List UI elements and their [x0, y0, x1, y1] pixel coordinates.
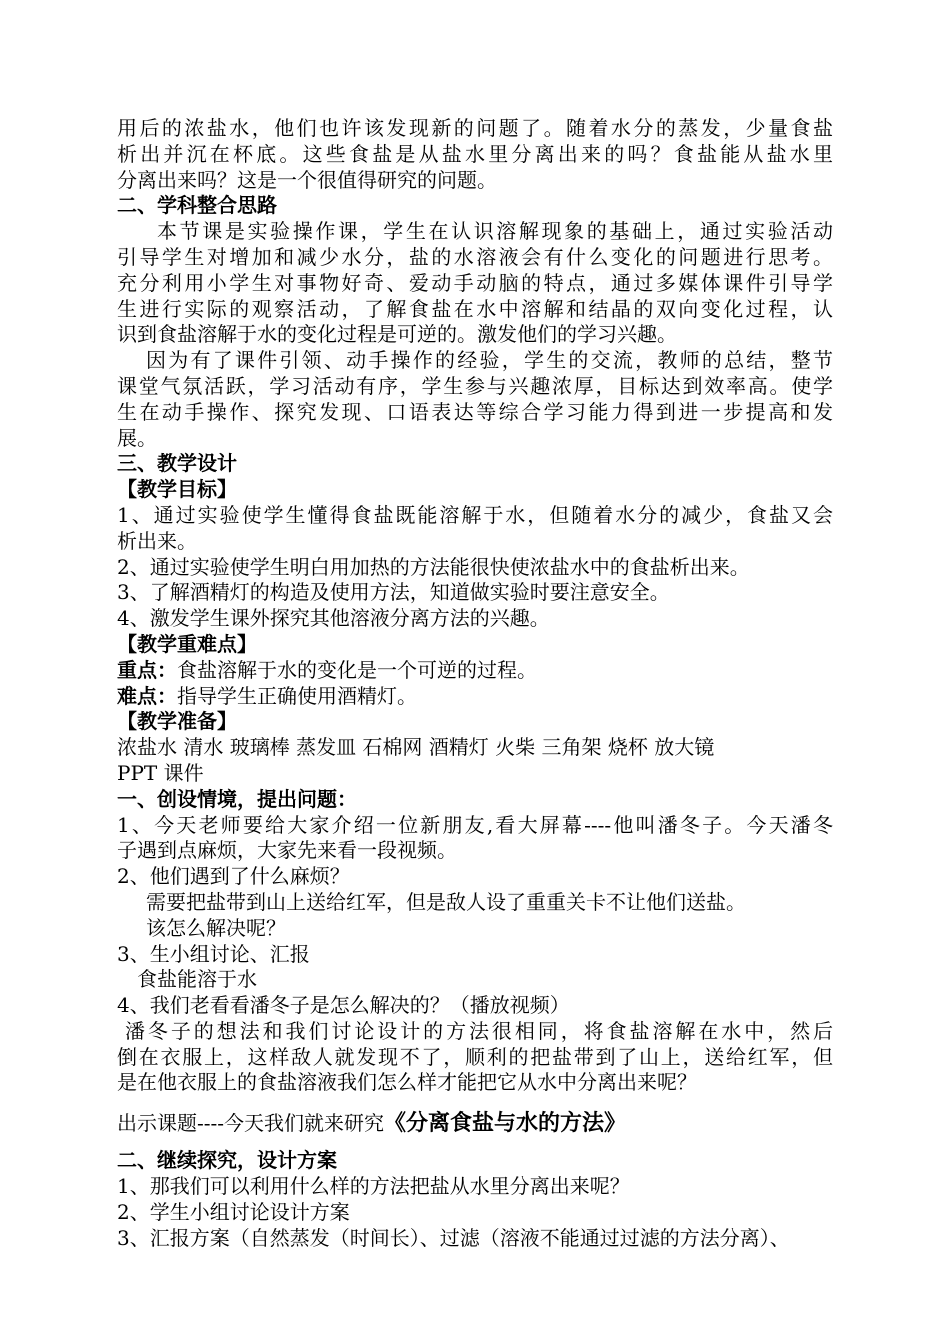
intro-line: 分离出来吗？这是一个很值得研究的问题。	[117, 167, 497, 192]
key-point-text: 食盐溶解于水的变化是一个可逆的过程。	[177, 657, 537, 682]
step-heading: 二、继续探究，设计方案	[117, 1148, 337, 1173]
key-point-label: 重点：	[117, 657, 177, 682]
step-item: 3、汇报方案（自然蒸发（时间长）、过滤（溶液不能通过过滤的方法分离）、	[117, 1225, 790, 1250]
paragraph-line: 生进行实际的观察活动，了解食盐在水中溶解和结晶的双向变化过程，认	[117, 296, 833, 321]
subsection-heading: 【教学目标】	[117, 477, 237, 502]
materials-list: 浓盐水 清水 玻璃棒 蒸发皿 石棉网 酒精灯 火柴 三角架 烧杯 放大镜	[117, 735, 715, 760]
paragraph-line: 本节课是实验操作课，学生在认识溶解现象的基础上，通过实验活动	[157, 219, 833, 244]
paragraph-line: 因为有了课件引领、动手操作的经验，学生的交流，教师的总结，整节	[146, 348, 833, 373]
goal-item: 1、通过实验使学生懂得食盐既能溶解于水，但随着水分的减少，食盐又会	[117, 502, 833, 527]
step-answer: 需要把盐带到山上送给红军，但是敌人设了重重关卡不让他们送盐。	[146, 889, 746, 914]
document-page	[117, 116, 833, 1251]
goal-item: 3、了解酒精灯的构造及使用方法，知道做实验时要注意安全。	[117, 580, 670, 605]
difficult-point	[117, 684, 833, 710]
goal-item: 析出来。	[117, 528, 197, 553]
section-heading: 二、学科整合思路	[117, 193, 277, 218]
paragraph-line: 课堂气氛活跃，学习活动有序，学生参与兴趣浓厚，目标达到效率高。使学	[117, 373, 833, 398]
paragraph-line: 引导学生对增加和减少水分，盐的水溶液会有什么变化的问题进行思考。	[117, 244, 833, 269]
step-heading: 一、创设情境，提出问题：	[117, 786, 357, 811]
difficult-point-label: 难点：	[117, 683, 177, 708]
key-point	[117, 658, 833, 684]
topic-title: 《分离食盐与水的方法》	[384, 1110, 627, 1137]
step-item: 1、今天老师要给大家介绍一位新朋友,看大屏幕----他叫潘冬子。今天潘冬	[117, 812, 833, 837]
paragraph-line: 潘冬子的想法和我们讨论设计的方法很相同，将食盐溶解在水中，然后	[125, 1018, 833, 1043]
topic-prefix: 出示课题----今天我们就来研究	[117, 1111, 385, 1136]
difficult-point-text: 指导学生正确使用酒精灯。	[177, 683, 417, 708]
subsection-heading: 【教学准备】	[117, 709, 237, 734]
goal-item: 4、激发学生课外探究其他溶液分离方法的兴趣。	[117, 606, 550, 631]
lesson-topic	[117, 1106, 833, 1144]
section-heading: 三、教学设计	[117, 451, 237, 476]
paragraph-line: 倒在衣服上，这样敌人就发现不了，顺利的把盐带到了山上，送给红军，但	[117, 1044, 833, 1069]
step-item: 4、我们老看看潘冬子是怎么解决的？（播放视频）	[117, 993, 570, 1018]
paragraph-line: 生在动手操作、探究发现、口语表达等综合学习能力得到进一步提高和发	[117, 399, 833, 424]
paragraph-line: 是在他衣服上的食盐溶液我们怎么样才能把它从水中分离出来呢？	[117, 1070, 697, 1095]
step-item: 1、那我们可以利用什么样的方法把盐从水里分离出来呢？	[117, 1174, 630, 1199]
step-item: 子遇到点麻烦，大家先来看一段视频。	[117, 838, 457, 863]
step-item: 3、生小组讨论、汇报	[117, 941, 310, 966]
intro-line: 用后的浓盐水，他们也许该发现新的问题了。随着水分的蒸发，少量食盐	[117, 116, 833, 140]
paragraph-line: 充分利用小学生对事物好奇、爱动手动脑的特点，通过多媒体课件引导学	[117, 270, 833, 295]
paragraph-line: 展。	[117, 425, 157, 450]
subsection-heading: 【教学重难点】	[117, 631, 257, 656]
intro-line: 析出并沉在杯底。这些食盐是从盐水里分离出来的吗？食盐能从盐水里	[117, 141, 833, 166]
step-answer: 食盐能溶于水	[137, 967, 257, 992]
paragraph-line: 识到食盐溶解于水的变化过程是可逆的。激发他们的学习兴趣。	[117, 322, 677, 347]
step-answer: 该怎么解决呢？	[146, 915, 286, 940]
step-item: 2、他们遇到了什么麻烦？	[117, 864, 350, 889]
goal-item: 2、通过实验使学生明白用加热的方法能很快使浓盐水中的食盐析出来。	[117, 554, 750, 579]
materials-list: PPT 课件	[117, 760, 204, 785]
step-item: 2、学生小组讨论设计方案	[117, 1199, 350, 1224]
